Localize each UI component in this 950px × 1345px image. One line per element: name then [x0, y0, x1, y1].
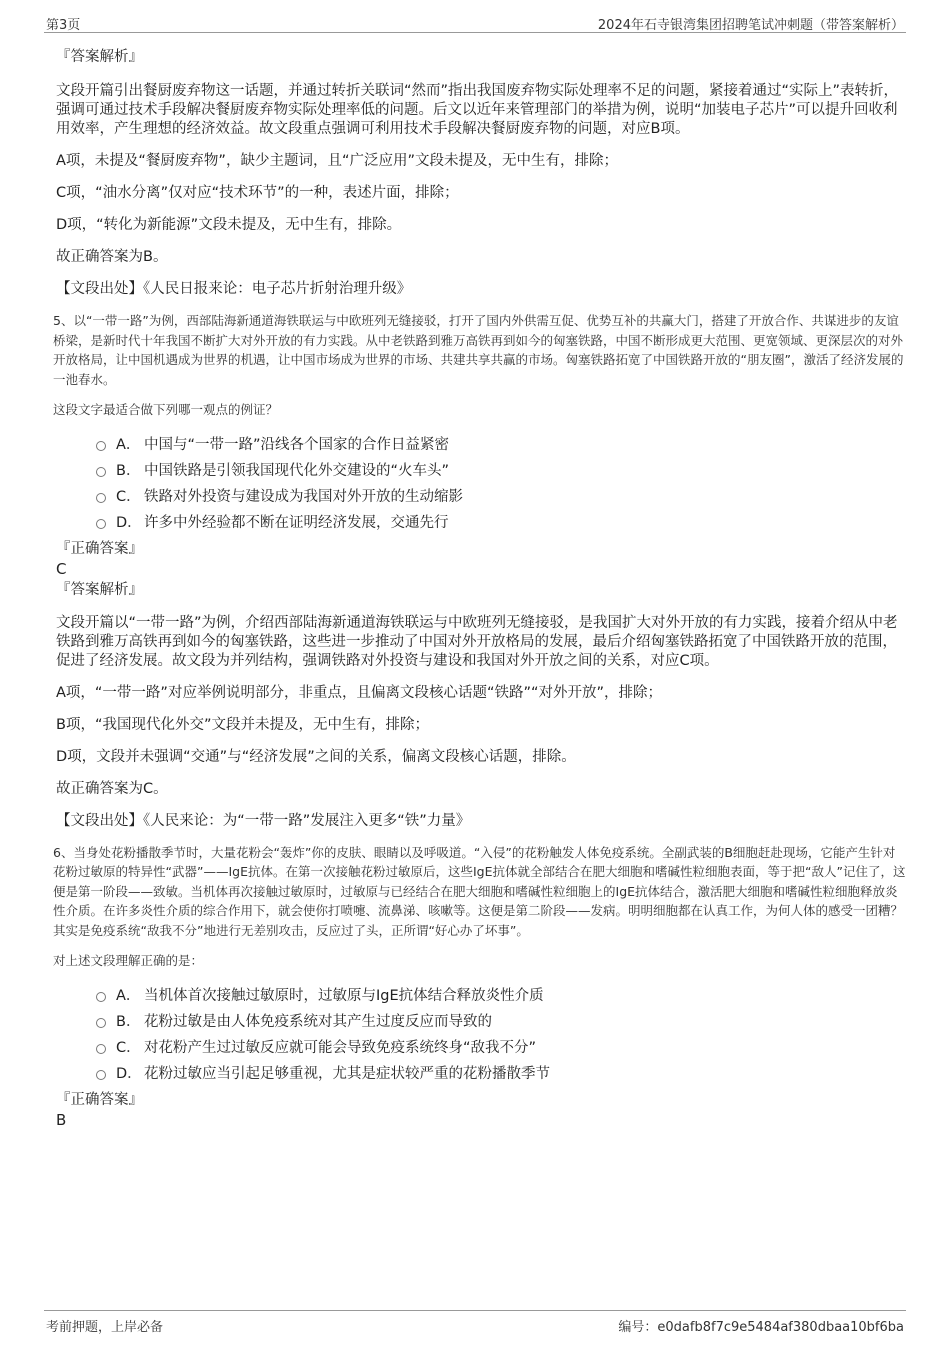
document-code: 编号：e0dafb8f7c9e5484af380dbaa10bf6ba	[618, 1320, 904, 1335]
page-content	[53, 46, 906, 1130]
q6-answer: B	[56, 1110, 67, 1129]
q5-question: 这段文字最适合做下列哪一观点的例证？	[53, 402, 279, 417]
q6-answer-label: 『正确答案』	[56, 1091, 143, 1108]
q5-elimination-d: D项，文段并未强调“交通”与“经济发展”之间的关系，偏离文段核心话题，排除。	[56, 748, 576, 765]
q6-option-d[interactable]: D． 花粉过敏应当引起足够重视，尤其是症状较严重的花粉播散季节	[96, 1061, 906, 1087]
page-number: 第3页	[46, 18, 81, 33]
q4-conclusion: 故正确答案为B。	[56, 249, 168, 265]
q5-option-b[interactable]: B． 中国铁路是引领我国现代化外交建设的“火车头”	[96, 458, 906, 484]
q5-option-c-text: 铁路对外投资与建设成为我国对外开放的生动缩影	[144, 488, 463, 505]
q6-options	[96, 983, 906, 1087]
q5-elimination-b: B项，“我国现代化外交”文段并未提及，无中生有，排除；	[56, 716, 429, 733]
q6-option-b[interactable]: B． 花粉过敏是由人体免疫系统对其产生过度反应而导致的	[96, 1009, 906, 1035]
radio-icon[interactable]	[96, 493, 106, 503]
q6-option-d-text: 花粉过敏应当引起足够重视，尤其是症状较严重的花粉播散季节	[144, 1065, 550, 1082]
q6-stem: 6、当身处花粉播散季节时，大量花粉会“轰炸”你的皮肤、眼睛以及呼吸道。“入侵”的花粉触发人体免疫系统。全副武装的B细胞赶赴现场，它能产生针对花粉过敏原的特异性“武器”——IgE抗体。在第一次接触花粉过敏原后，这些IgE抗体就全部结合在肥大细胞和嗜碱性粒细胞表面，等于把“敌人”记住了，这便是第一阶段——致敏。当机体再次接触过敏原时，过敏原与已经结合在肥大细胞和嗜碱性粒细胞上的IgE抗体结合，激活肥大细胞和嗜碱性粒细胞释放炎性介质。在许多炎性介质的综合作用下，就会使你打喷嚏、流鼻涕、咳嗽等。这便是第二阶段——发病。明明细胞都在认真工作，为何人体的感受一团糟？其实是免疫系统“敌我不分”地进行无差别攻击，反应过了头，正所谓“好心办了坏事”。	[53, 844, 906, 938]
radio-icon[interactable]	[96, 992, 106, 1002]
q4-source: 【文段出处】《人民日报来论：电子芯片折射治理升级》	[56, 281, 412, 297]
q4-elimination-c: C项，“油水分离”仅对应“技术环节”的一种，表述片面，排除；	[56, 185, 459, 201]
radio-icon[interactable]	[96, 519, 106, 529]
q5-answer: C	[56, 559, 67, 578]
q5-option-c[interactable]: C． 铁路对外投资与建设成为我国对外开放的生动缩影	[96, 484, 906, 510]
q6-option-a-text: 当机体首次接触过敏原时，过敏原与IgE抗体结合释放炎性介质	[144, 987, 544, 1004]
q4-analysis-label: 『答案解析』	[56, 49, 143, 65]
q5-analysis-text: 文段开篇以“一带一路”为例，介绍西部陆海新通道海铁联运与中欧班列无缝接驳，是我国扩大对外开放的有力实践，接着介绍从中老铁路到雅万高铁再到如今的匈塞铁路，这些进一步推动了中国对外开放格局的发展，最后介绍匈塞铁路拓宽了中国铁路开放的范围，促进了经济发展。故文段为并列结构，强调铁路对外投资与建设和我国对外开放之间的关系，对应C项。	[56, 614, 898, 669]
q4-elimination-d: D项，“转化为新能源”文段未提及，无中生有，排除。	[56, 217, 402, 233]
q6-option-c-text: 对花粉产生过过敏反应就可能会导致免疫系统终身“敌我不分”	[144, 1039, 537, 1056]
q5-stem: 5、以“一带一路”为例，西部陆海新通道海铁联运与中欧班列无缝接驳，打开了国内外供需互促、优势互补的共赢大门，搭建了开放合作、共谋进步的友谊桥梁，是新时代十年我国不断扩大对外开放的有力实践。从中老铁路到雅万高铁再到如今的匈塞铁路，中国不断形成更大范围、更宽领域、更深层次的对外开放格局，让中国机遇成为世界的机遇，让中国市场成为世界的市场、共建共享共赢的市场。匈塞铁路拓宽了中国铁路开放的“朋友圈”，激活了经济发展的一池春水。	[53, 313, 904, 387]
q6-option-c[interactable]: C． 对花粉产生过过敏反应就可能会导致免疫系统终身“敌我不分”	[96, 1035, 906, 1061]
radio-icon[interactable]	[96, 467, 106, 477]
q5-conclusion: 故正确答案为C。	[56, 780, 168, 797]
q4-analysis-text: 文段开篇引出餐厨废弃物这一话题，并通过转折关联词“然而”指出我国废弃物实际处理率不足的问题，紧接着通过“实际上”表转折，强调可通过技术手段解决餐厨废弃物实际处理率低的问题。后文以近年来管理部门的举措为例，说明“加装电子芯片”可以提升回收利用效率，产生理想的经济效益。故文段重点强调可利用技术手段解决餐厨废弃物的问题，对应B项。	[56, 83, 899, 137]
q6-question: 对上述文段理解正确的是：	[53, 953, 204, 968]
radio-icon[interactable]	[96, 1070, 106, 1080]
radio-icon[interactable]	[96, 1044, 106, 1054]
document-title: 2024年石寺银湾集团招聘笔试冲刺题（带答案解析）	[597, 18, 904, 33]
q6-option-a[interactable]: A． 当机体首次接触过敏原时，过敏原与IgE抗体结合释放炎性介质	[96, 983, 906, 1009]
q6-option-b-text: 花粉过敏是由人体免疫系统对其产生过度反应而导致的	[144, 1013, 492, 1030]
page-header	[44, 10, 906, 33]
q5-options	[96, 432, 906, 536]
footer-slogan: 考前押题，上岸必备	[46, 1320, 164, 1335]
q5-source: 【文段出处】《人民来论：为“一带一路”发展注入更多“铁”力量》	[56, 812, 471, 829]
radio-icon[interactable]	[96, 441, 106, 451]
q5-option-d-text: 许多中外经验都不断在证明经济发展，交通先行	[144, 514, 449, 531]
q5-option-b-text: 中国铁路是引领我国现代化外交建设的“火车头”	[144, 462, 450, 479]
q5-option-a[interactable]: A． 中国与“一带一路”沿线各个国家的合作日益紧密	[96, 432, 906, 458]
q5-option-a-text: 中国与“一带一路”沿线各个国家的合作日益紧密	[144, 436, 450, 453]
q4-elimination-a: A项，未提及“餐厨废弃物”，缺少主题词，且“广泛应用”文段未提及，无中生有，排除；	[56, 153, 618, 169]
radio-icon[interactable]	[96, 1018, 106, 1028]
page-footer	[44, 1310, 906, 1335]
q5-answer-label: 『正确答案』	[56, 540, 143, 557]
q5-analysis-label: 『答案解析』	[56, 581, 143, 598]
q5-elimination-a: A项，“一带一路”对应举例说明部分，非重点，且偏离文段核心话题“铁路”“对外开放”，排除；	[56, 684, 662, 701]
q5-option-d[interactable]: D． 许多中外经验都不断在证明经济发展，交通先行	[96, 510, 906, 536]
